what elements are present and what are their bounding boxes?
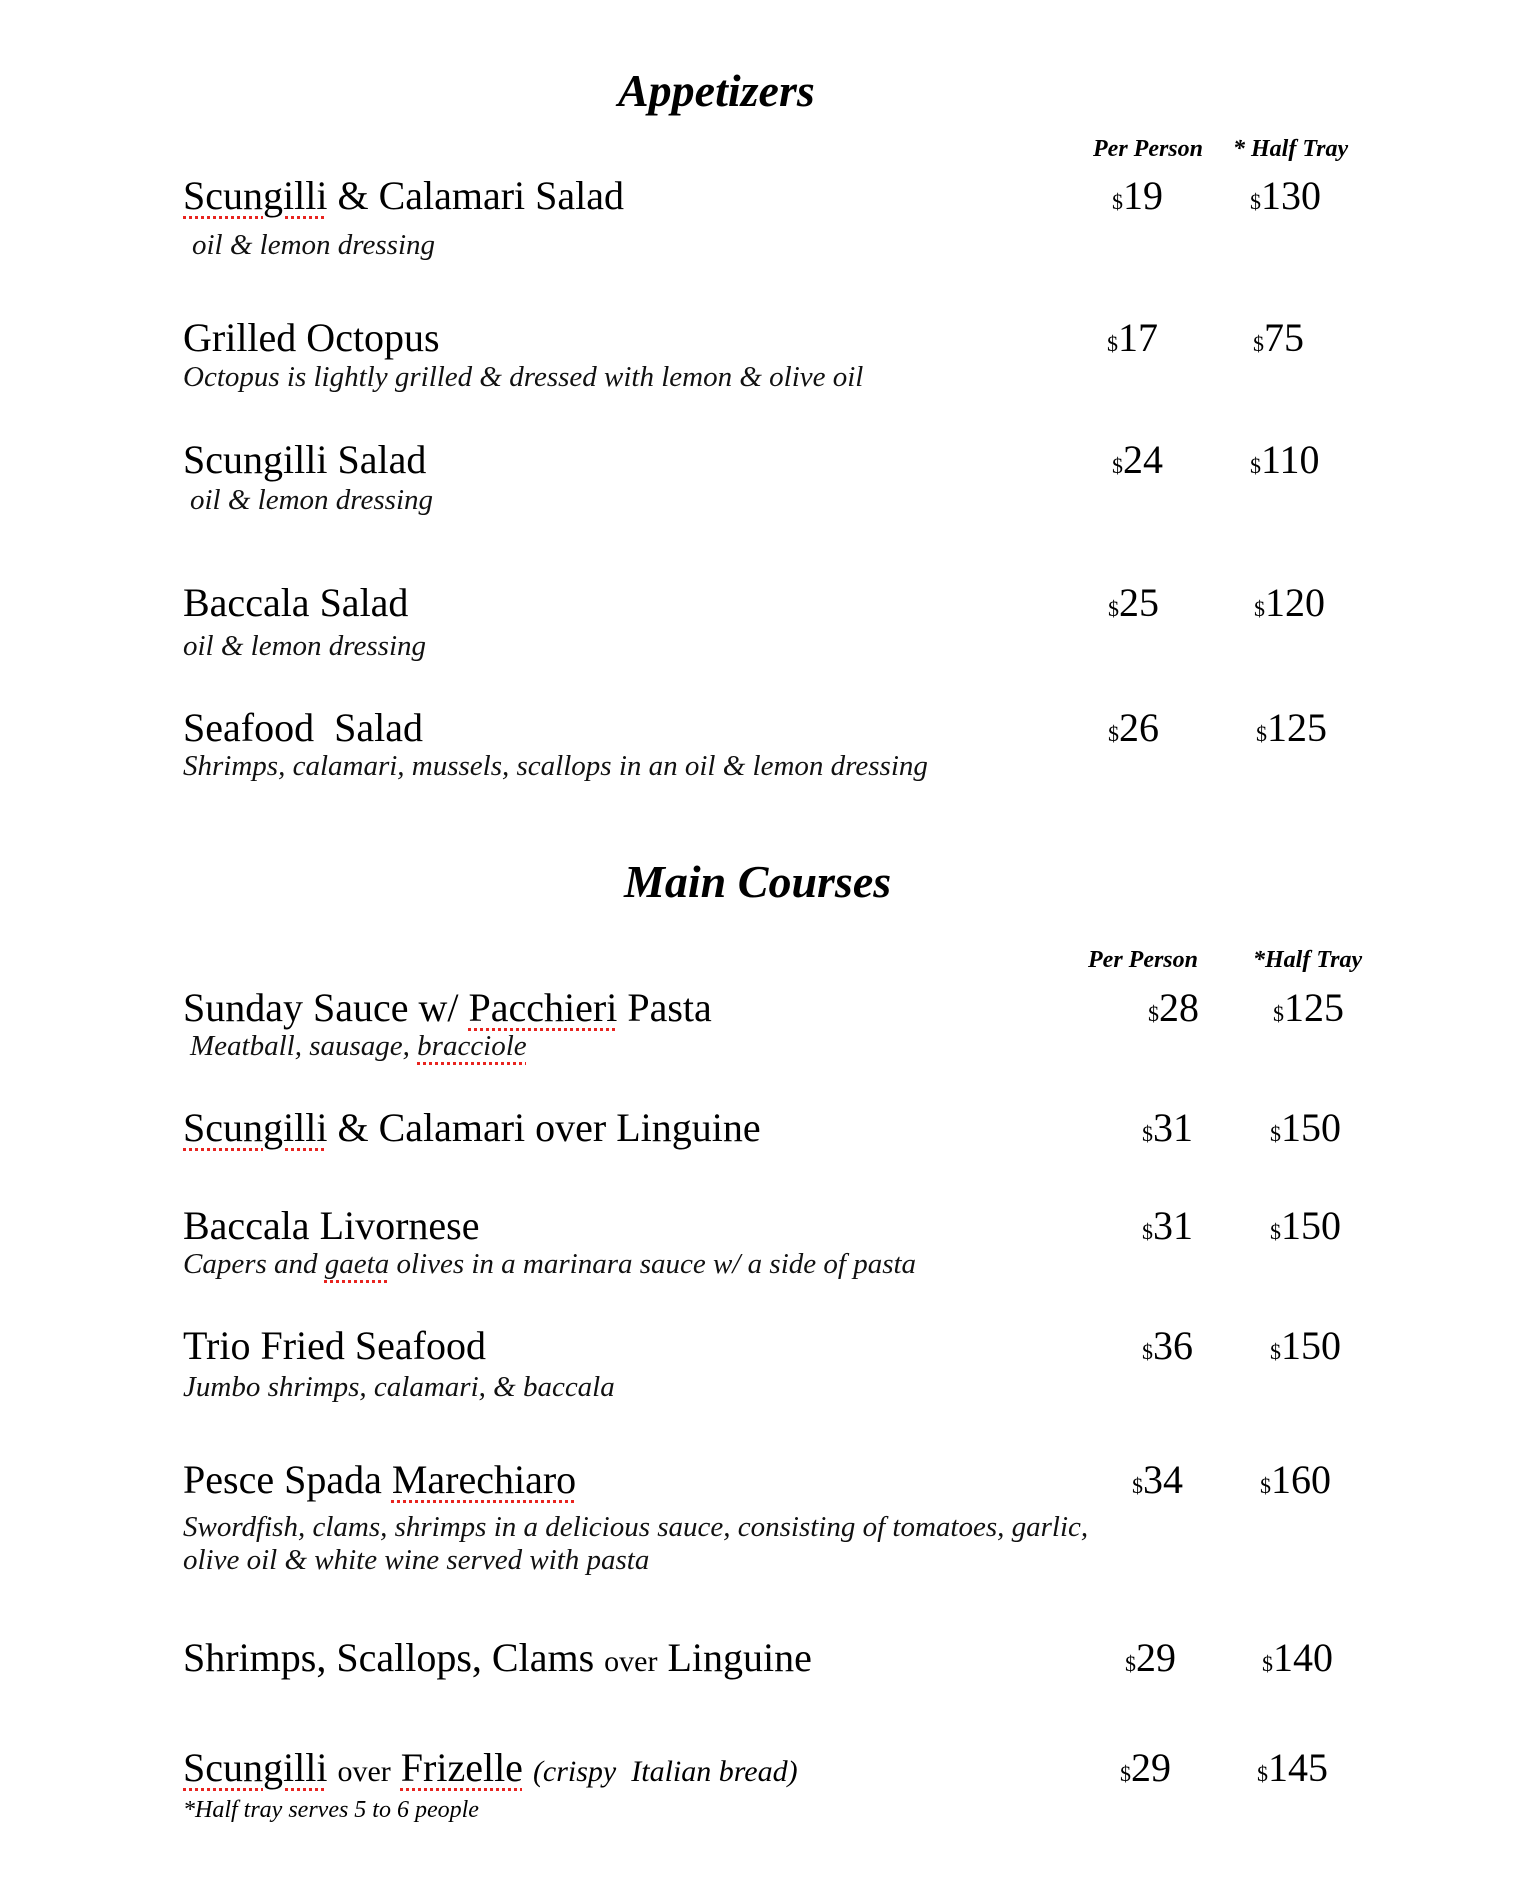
text-segment: oil & lemon dressing [190,484,434,516]
text-segment: Grilled Octopus [183,315,440,360]
currency-symbol: $ [1270,1121,1281,1146]
text-segment: Baccala Livornese [183,1203,480,1248]
item-description [183,752,928,781]
price-value: 120 [1265,580,1325,625]
price-half-tray [1250,173,1321,218]
price-value: 19 [1123,173,1163,218]
price-value: 145 [1268,1745,1328,1790]
misspelled-word: Frizelle [400,1745,523,1790]
price-per-person [1125,1635,1176,1680]
item-name [183,580,409,625]
misspelled-word: Pacchieri [468,985,618,1030]
price-value: 150 [1281,1323,1341,1368]
item-description [190,486,433,515]
item-name [183,1105,761,1150]
price-value: 125 [1284,985,1344,1030]
price-value: 125 [1267,705,1327,750]
text-segment: Pasta [617,985,712,1030]
price-value: 31 [1153,1203,1193,1248]
currency-symbol: $ [1270,1339,1281,1364]
item-description [183,1373,615,1402]
item-description [183,1546,649,1575]
price-per-person [1142,1323,1193,1368]
text-segment: & Calamari Salad [327,173,625,218]
price-per-person [1112,437,1163,482]
price-half-tray [1257,1745,1328,1790]
item-name [183,173,625,218]
currency-symbol: $ [1270,1219,1281,1244]
price-per-person [1142,1203,1193,1248]
currency-symbol: $ [1273,1001,1284,1026]
price-half-tray [1270,1203,1341,1248]
item-description [190,1032,527,1061]
price-value: 150 [1281,1105,1341,1150]
item-description [183,363,863,392]
price-value: 28 [1159,985,1199,1030]
text-segment: Scungilli Salad [183,437,427,482]
price-per-person [1107,315,1158,360]
misspelled-word: gaeta [324,1248,390,1280]
misspelled-word: Scungilli [183,173,328,218]
text-segment: olives in a marinara sauce w/ a side of pasta [389,1248,917,1280]
price-value: 31 [1153,1105,1193,1150]
section-title: Main Courses [624,856,892,907]
currency-symbol: $ [1262,1651,1273,1676]
price-half-tray [1262,1635,1333,1680]
item-name [183,1635,812,1680]
currency-symbol: $ [1142,1219,1153,1244]
text-segment: Shrimps, calamari, mussels, scallops in an oil & lemon dressing [183,750,928,782]
text-segment: Pesce Spada [183,1457,392,1502]
price-half-tray [1254,580,1325,625]
price-value: 26 [1119,705,1159,750]
item-name [183,1745,798,1790]
text-segment: Swordfish, clams, shrimps in a delicious sauce, consisting of tomatoes, garlic, [183,1511,1089,1543]
price-value: 160 [1271,1457,1331,1502]
price-per-person [1132,1457,1183,1502]
price-half-tray [1270,1323,1341,1368]
currency-symbol: $ [1132,1473,1143,1498]
price-value: 150 [1281,1203,1341,1248]
price-value: 34 [1143,1457,1183,1502]
price-per-person [1142,1105,1193,1150]
text-segment [523,1745,533,1790]
text-segment: Shrimps, Scallops, Clams [183,1635,605,1680]
price-value: 29 [1131,1745,1171,1790]
currency-symbol: $ [1112,453,1123,478]
item-description [183,1513,1088,1542]
text-segment: Trio Fried Seafood [183,1323,486,1368]
text-segment: olive oil & white wine served with pasta [183,1544,650,1576]
item-description [192,231,435,260]
currency-symbol: $ [1148,1001,1159,1026]
text-segment: Linguine [657,1635,812,1680]
price-half-tray [1273,985,1344,1030]
text-segment: oil & lemon dressing [183,630,427,662]
price-half-tray [1256,705,1327,750]
currency-symbol: $ [1107,331,1118,356]
price-half-tray [1250,437,1320,482]
text-segment: Jumbo shrimps, calamari, & baccala [183,1371,615,1403]
column-header-per-person: Per Person [1093,136,1203,162]
currency-symbol: $ [1142,1339,1153,1364]
price-half-tray [1260,1457,1331,1502]
column-header-per-person: Per Person [1088,947,1198,973]
text-segment: Octopus is lightly grilled & dressed with lemon & olive oil [183,361,864,393]
item-name [183,985,712,1030]
price-value: 75 [1264,315,1304,360]
text-segment: Baccala Salad [183,580,409,625]
text-segment: oil & lemon dressing [192,229,436,261]
price-per-person [1108,705,1159,750]
item-name [183,705,423,750]
text-segment: Sunday Sauce w/ [183,985,469,1030]
price-half-tray [1253,315,1304,360]
item-name [183,437,427,482]
item-description [183,1250,916,1279]
currency-symbol: $ [1260,1473,1271,1498]
price-value: 130 [1261,173,1321,218]
price-per-person [1148,985,1199,1030]
section-title: Appetizers [618,65,815,116]
currency-symbol: $ [1112,189,1123,214]
price-per-person [1108,580,1159,625]
currency-symbol: $ [1254,596,1265,621]
misspelled-word: bracciole [417,1030,527,1062]
price-half-tray [1270,1105,1341,1150]
text-segment [391,1745,401,1790]
price-per-person [1120,1745,1171,1790]
price-value: 29 [1136,1635,1176,1680]
currency-symbol: $ [1256,721,1267,746]
item-name [183,1203,480,1248]
column-header-half-tray: * Half Tray [1233,136,1349,162]
price-value: 25 [1119,580,1159,625]
item-name [183,1457,577,1502]
text-segment: Meatball, sausage, [190,1030,418,1062]
item-name [183,1323,486,1368]
text-segment: & Calamari over Linguine [327,1105,761,1150]
currency-symbol: $ [1250,453,1261,478]
misspelled-word: Scungilli [183,1745,328,1790]
text-segment: Seafood Salad [183,705,423,750]
currency-symbol: $ [1120,1761,1131,1786]
price-value: 110 [1261,437,1320,482]
item-description [183,632,426,661]
currency-symbol: $ [1253,331,1264,356]
currency-symbol: $ [1125,1651,1136,1676]
price-value: 17 [1118,315,1158,360]
misspelled-word: Scungilli [183,1105,328,1150]
price-per-person [1112,173,1163,218]
text-segment: Capers and [183,1248,325,1280]
text-segment: over [337,1755,391,1788]
currency-symbol: $ [1250,189,1261,214]
item-name [183,315,440,360]
misspelled-word: Marechiaro [391,1457,577,1502]
currency-symbol: $ [1108,596,1119,621]
column-header-half-tray: *Half Tray [1253,947,1363,973]
currency-symbol: $ [1257,1761,1268,1786]
price-value: 24 [1123,437,1163,482]
price-value: 140 [1273,1635,1333,1680]
price-value: 36 [1153,1323,1193,1368]
text-segment: over [604,1645,658,1678]
currency-symbol: $ [1142,1121,1153,1146]
currency-symbol: $ [1108,721,1119,746]
footnote: *Half tray serves 5 to 6 people [183,1797,479,1823]
text-segment [327,1745,337,1790]
text-segment: (crispy Italian bread) [532,1755,798,1788]
